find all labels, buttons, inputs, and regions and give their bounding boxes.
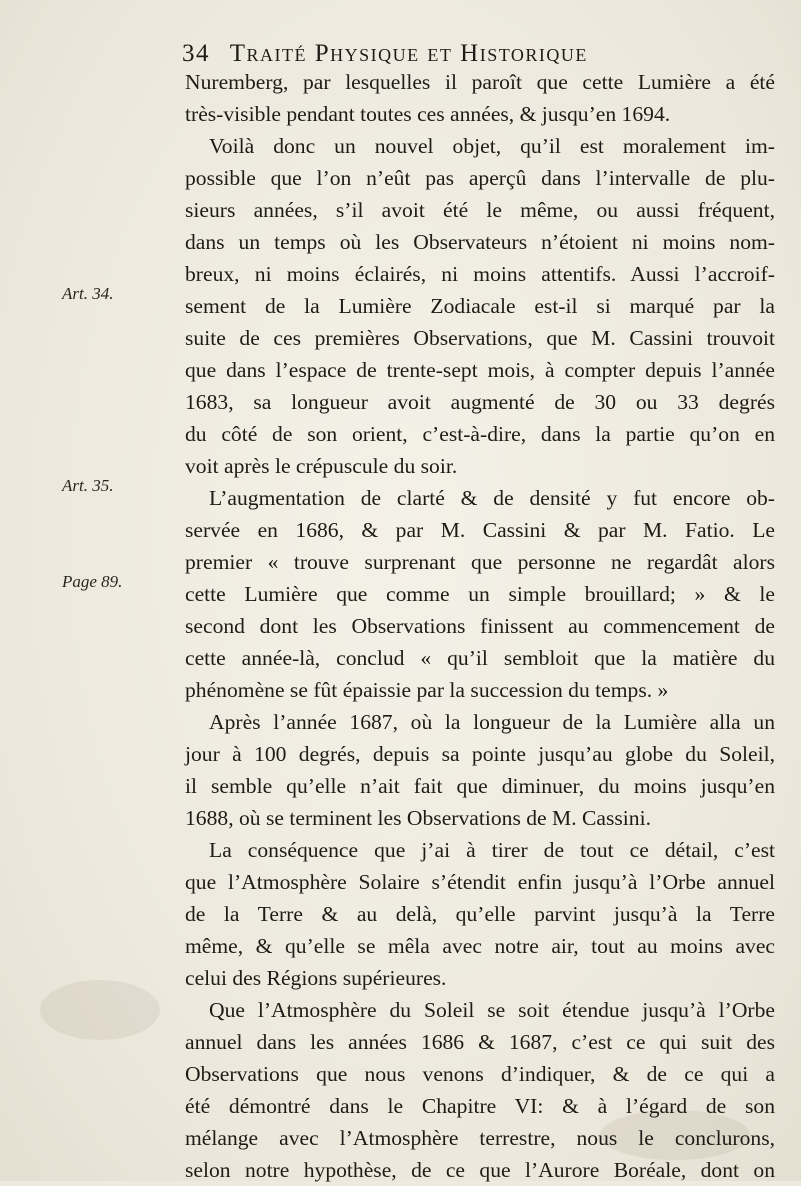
running-title: Traité Physique et Historique [229, 40, 588, 67]
text-line: sieurs années, s’il avoit été le même, ou aussi fréquent, [185, 198, 775, 222]
paper-stain [40, 980, 160, 1040]
text-line: La conséquence que j’ai à tirer de tout ce détail, c’est [209, 838, 775, 862]
text-line: Voilà donc un nouvel objet, qu’il est moralement im- [209, 134, 775, 158]
text-line: selon notre hypothèse, de ce que l’Aurore Boréale, dont on [185, 1158, 775, 1182]
text-line: de la Terre & au delà, qu’elle parvint jusqu’à la Terre [185, 902, 775, 926]
text-line: Nuremberg, par lesquelles il paroît que cette Lumière a été [185, 70, 775, 94]
text-line: très-visible pendant toutes ces années, & jusqu’en 1694. [185, 102, 671, 126]
text-line: mélange avec l’Atmosphère terrestre, nous le conclurons, [185, 1126, 775, 1150]
text-line: breux, ni moins éclairés, ni moins attentifs. Aussi l’accroif- [185, 262, 775, 286]
margin-note-art-34: Art. 34. [62, 284, 114, 303]
text-line: cette Lumière que comme un simple brouillard; » & le [185, 582, 775, 606]
text-line: voit après le crépuscule du soir. [185, 454, 458, 478]
text-line: phénomène se fût épaissie par la succession du temps. » [185, 678, 669, 702]
text-line: que l’Atmosphère Solaire s’étendit enfin jusqu’à l’Orbe annuel [185, 870, 775, 894]
text-line: été démontré dans le Chapitre VI: & à l’égard de son [185, 1094, 775, 1118]
text-line: 1683, sa longueur avoit augmenté de 30 ou 33 degrés [185, 390, 775, 414]
text-line: possible que l’on n’eût pas aperçû dans l’intervalle de plu- [185, 166, 775, 190]
text-line: que dans l’espace de trente-sept mois, à compter depuis l’année [185, 358, 775, 382]
text-line: 1688, où se terminent les Observations de M. Cassini. [185, 806, 652, 830]
text-line: premier « trouve surprenant que personne ne regardât alors [185, 550, 775, 574]
page-number: 34 [182, 40, 210, 67]
text-line: annuel dans les années 1686 & 1687, c’est ce qui suit des [185, 1030, 775, 1054]
text-line: cette année-là, conclud « qu’il sembloit que la matière du [185, 646, 775, 670]
text-line: Observations que nous venons d’indiquer, & de ce qui a [185, 1062, 775, 1086]
text-line: suite de ces premières Observations, que M. Cassini trouvoit [185, 326, 775, 350]
text-line: second dont les Observations finissent au commencement de [185, 614, 775, 638]
text-line: dans un temps où les Observateurs n’étoient ni moins nom- [185, 230, 775, 254]
text-line: il semble qu’elle n’ait fait que diminuer, du moins jusqu’en [185, 774, 775, 798]
text-line: sement de la Lumière Zodiacale est-il si marqué par la [185, 294, 775, 318]
text-line: du côté de son orient, c’est-à-dire, dans la partie qu’on en [185, 422, 775, 446]
margin-note-page-89: Page 89. [62, 572, 123, 591]
text-line: servée en 1686, & par M. Cassini & par M. Fatio. Le [185, 518, 775, 542]
text-line: Que l’Atmosphère du Soleil se soit étendue jusqu’à l’Orbe [209, 998, 775, 1022]
text-line: celui des Régions supérieures. [185, 966, 447, 990]
text-line: Après l’année 1687, où la longueur de la Lumière alla un [209, 710, 775, 734]
text-line: jour à 100 degrés, depuis sa pointe jusqu’au globe du Soleil, [185, 742, 775, 766]
margin-note-art-35: Art. 35. [62, 476, 114, 495]
text-line: même, & qu’elle se mêla avec notre air, tout au moins avec [185, 934, 775, 958]
text-line: L’augmentation de clarté & de densité y fut encore ob- [209, 486, 775, 510]
